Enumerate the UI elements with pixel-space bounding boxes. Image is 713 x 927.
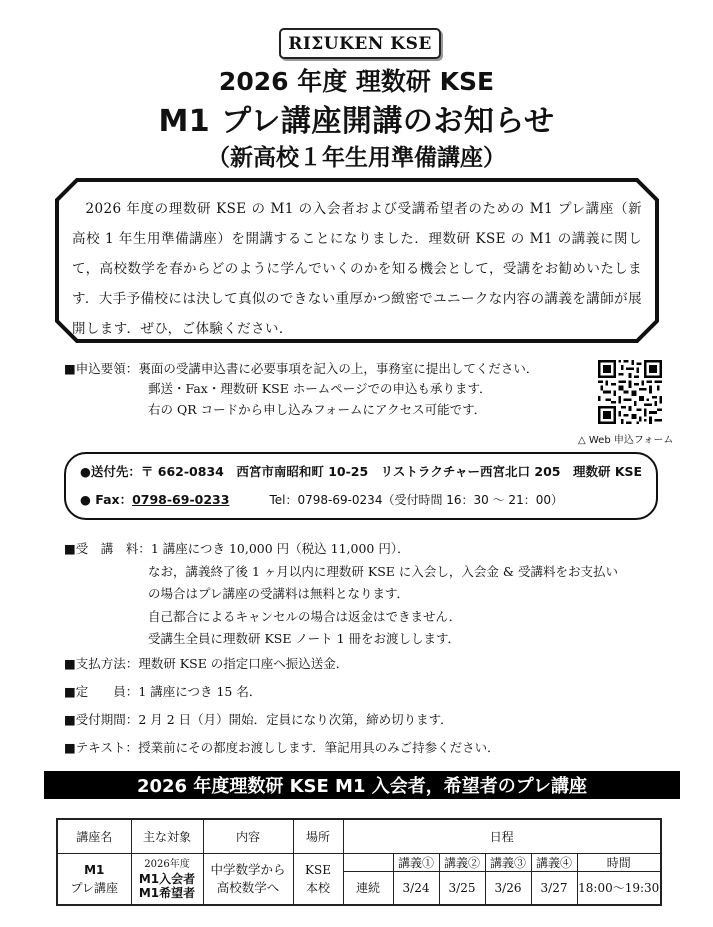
application-line-2: 郵送・Fax・理数研 KSE ホームページでの申込も承ります． [148, 381, 492, 396]
cell-time: 18:00～19:30 [577, 871, 661, 905]
fee-line-5: 受講生全員に理数研 KSE ノート 1 冊をお渡しします． [148, 631, 460, 646]
fee-line-2: なお，講義終了後 1 ヶ月以内に理数研 KSE に入会し，入会金 & 受講料をお支払い [148, 564, 618, 579]
qr-caption: △ Web 申込フォーム [578, 435, 674, 446]
textbook-text: 授業前にその都度お渡しします．筆記用具のみご持参ください． [138, 740, 500, 755]
address-label: ●送付先： [80, 464, 141, 479]
cell-course [57, 853, 131, 905]
application-label: ■申込要領： [64, 361, 139, 376]
title-line-1: 2026 年度 理数研 KSE [218, 67, 495, 96]
capacity-text: 1 講座につき 15 名． [138, 684, 262, 699]
place-line-2: 本校 [305, 880, 330, 895]
subheader-blank [343, 853, 393, 871]
title-line-2: M1 プレ講座開講のお知らせ [158, 104, 555, 139]
header-place: 場所 [293, 819, 343, 853]
place-line-1: KSE [305, 862, 331, 877]
fee-section [64, 540, 410, 558]
textbook-label: ■テキスト： [64, 740, 139, 755]
header-course: 講座名 [57, 819, 131, 853]
target-line-2: M1希望者 [138, 885, 196, 900]
target-line-1: M1入会者 [138, 871, 196, 886]
application-line-3: 右の QR コードから申し込みフォームにアクセス可能です． [148, 402, 487, 417]
cell-target [131, 853, 203, 905]
fee-label: ■受 講 料： [64, 541, 151, 556]
content-line-2: 高校数学へ [216, 879, 280, 895]
textbook-row [64, 739, 500, 757]
fee-line-3: の場合はプレ講座の受講料は無料となります． [148, 586, 410, 601]
title-line-3: （新高校１年生用準備講座） [207, 145, 506, 171]
header-content: 内容 [203, 819, 293, 853]
cell-date-1: 3/24 [393, 871, 439, 905]
logo: RIΣUKEN KSE [279, 28, 441, 59]
subheader-lecture-2: 講義② [439, 853, 485, 871]
period-row [64, 711, 453, 729]
fax-number[interactable]: 0798-69-0233 [132, 492, 230, 507]
payment-text: 理数研 KSE の指定口座へ振込送金． [138, 656, 349, 671]
subheader-lecture-1: 講義① [393, 853, 439, 871]
qr-code[interactable] [598, 360, 662, 424]
cell-date-3: 3/26 [485, 871, 531, 905]
cell-date-4: 3/27 [531, 871, 577, 905]
subheader-lecture-4: 講義④ [531, 853, 577, 871]
header-schedule: 日程 [343, 819, 661, 853]
address-line [80, 462, 642, 480]
course-line-1: M1 [84, 862, 105, 877]
fee-line-1: 1 講座につき 10,000 円（税込 11,000 円）． [150, 541, 410, 556]
fax-label: ● Fax： [80, 492, 133, 507]
cell-place [293, 853, 343, 905]
payment-label: ■支払方法： [64, 656, 139, 671]
subheader-time: 時間 [577, 853, 661, 871]
header-target: 主な対象 [131, 819, 203, 853]
fax-tel-line [80, 490, 563, 508]
capacity-label: ■定 員： [64, 684, 139, 699]
course-line-2: プレ講座 [70, 880, 119, 895]
cell-date-2: 3/25 [439, 871, 485, 905]
section-banner: 2026 年度理数研 KSE M1 入会者，希望者のプレ講座 [44, 771, 680, 799]
capacity-row [64, 683, 261, 701]
application-section [64, 360, 538, 378]
content-line-1: 中学数学から [210, 861, 286, 877]
cell-content [203, 853, 293, 905]
application-line-1: 裏面の受講申込書に必要事項を記入の上，事務室に提出してください． [138, 361, 539, 376]
address-text: 〒 662-0834 西宮市南昭和町 10-25 リストラクチャー西宮北口 205 理数研 KSE [140, 464, 643, 479]
tel-text[interactable]: Tel：0798-69-0234（受付時間 16：30 ～ 21：00） [269, 493, 563, 507]
subheader-lecture-3: 講義③ [485, 853, 531, 871]
cell-type: 連続 [343, 871, 393, 905]
payment-row [64, 655, 348, 673]
period-label: ■受付期間： [64, 712, 139, 727]
fee-line-4: 自己都合によるキャンセルの場合は返金はできません． [148, 609, 462, 624]
schedule-table [56, 818, 662, 906]
period-text: 2 月 2 日（月）開始．定員になり次第，締め切ります． [138, 712, 453, 727]
intro-text: 2026 年度の理数研 KSE の M1 の入会者および受講希望者のための M1 プレ講座（新高校 1 年生用準備講座）を開講することになりました．理数研 KSE の M1 の講義に関して，高校数学を春からどのように学んでいくのかを知る機会として，受講をお勧めいたします．大手予備校には決して真似のできない重厚かつ緻密でユニークな内容の講義を講師が展開します．ぜひ，ご体験ください． [72, 201, 642, 337]
target-year: 2026年度 [144, 858, 190, 870]
